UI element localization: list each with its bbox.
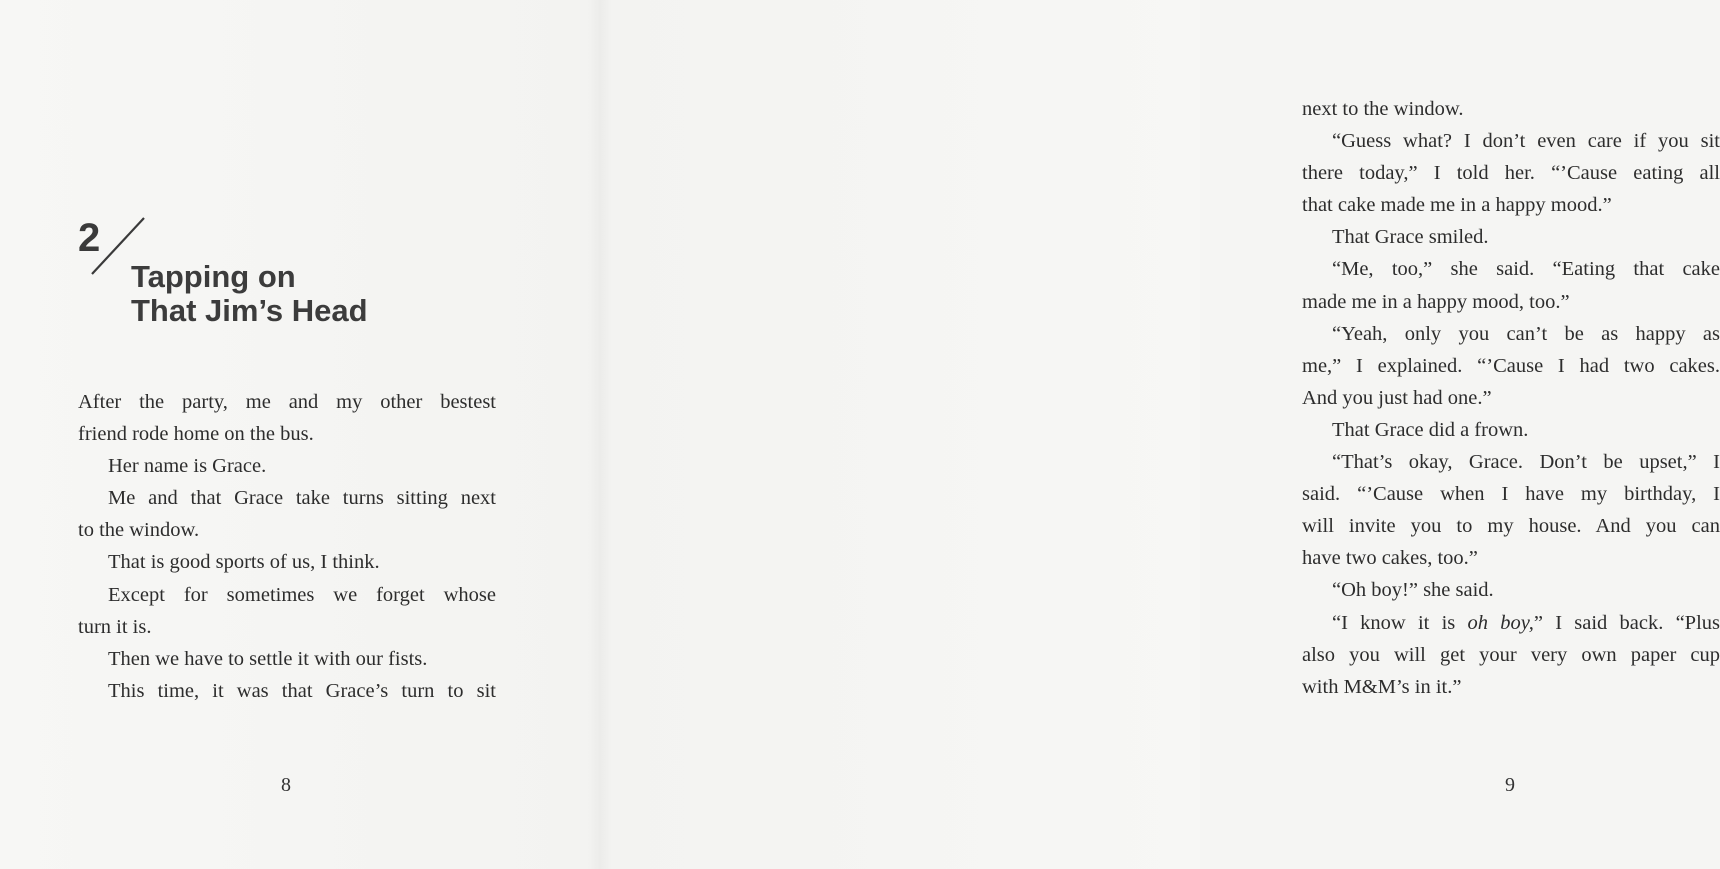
chapter-heading [78,212,498,342]
text-fragment: “I know it is [1332,611,1468,634]
right-page [600,0,1720,869]
page-number: 9 [1505,774,1515,796]
text-line: turn it is. [78,615,152,638]
text-line: Me and that Grace take turns sitting next [108,487,496,510]
right-page-text [1302,93,1720,703]
chapter-title-line-1: Tapping on [131,259,296,294]
text-line: Except for sometimes we forget whose [108,583,496,606]
text-line: have two cakes, too.” [1302,547,1478,570]
text-line-mixed [1302,607,1720,639]
text-line: And you just had one.” [1302,386,1492,409]
page-number: 8 [281,774,291,796]
left-page-text [78,386,496,707]
text-line: Her name is Grace. [108,455,267,478]
text-line: there today,” I told her. “’Cause eating all [1302,162,1720,185]
text-line: “That’s okay, Grace. Don’t be upset,” I [1332,451,1720,474]
text-line: Then we have to settle it with our fists. [108,647,428,670]
chapter-number: 2 [78,216,101,260]
text-line: This time, it was that Grace’s turn to sit [108,679,496,702]
chapter-title-line-2: That Jim’s Head [131,293,368,328]
text-line: also you will get your very own paper cup [1302,643,1720,666]
text-line: That Grace did a frown. [1332,418,1529,441]
text-line: “Oh boy!” she said. [1332,579,1494,602]
text-line: That is good sports of us, I think. [108,551,380,574]
text-line: next to the window. [1302,98,1464,120]
emphasis-text: oh boy, [1467,611,1534,634]
text-fragment: ” I said back. “Plus [1533,611,1720,634]
text-line: to the window. [78,519,200,542]
text-line: That Grace smiled. [1332,226,1489,249]
text-line: “Me, too,” she said. “Eating that cake [1332,258,1720,281]
text-line: will invite you to my house. And you can [1302,515,1720,538]
text-line: made me in a happy mood, too.” [1302,290,1570,313]
text-line: with M&M’s in it.” [1302,675,1462,698]
text-line: “Guess what? I don’t even care if you sit [1332,130,1720,153]
text-line: After the party, me and my other bestest [78,391,496,413]
text-line: “Yeah, only you can’t be as happy as [1332,322,1720,345]
text-line: friend rode home on the bus. [78,423,314,446]
chapter-title [131,260,368,328]
left-page [0,0,600,869]
text-line: that cake made me in a happy mood.” [1302,194,1612,217]
text-line: me,” I explained. “’Cause I had two cakes. [1302,354,1720,377]
text-line: said. “’Cause when I have my birthday, I [1302,483,1720,506]
